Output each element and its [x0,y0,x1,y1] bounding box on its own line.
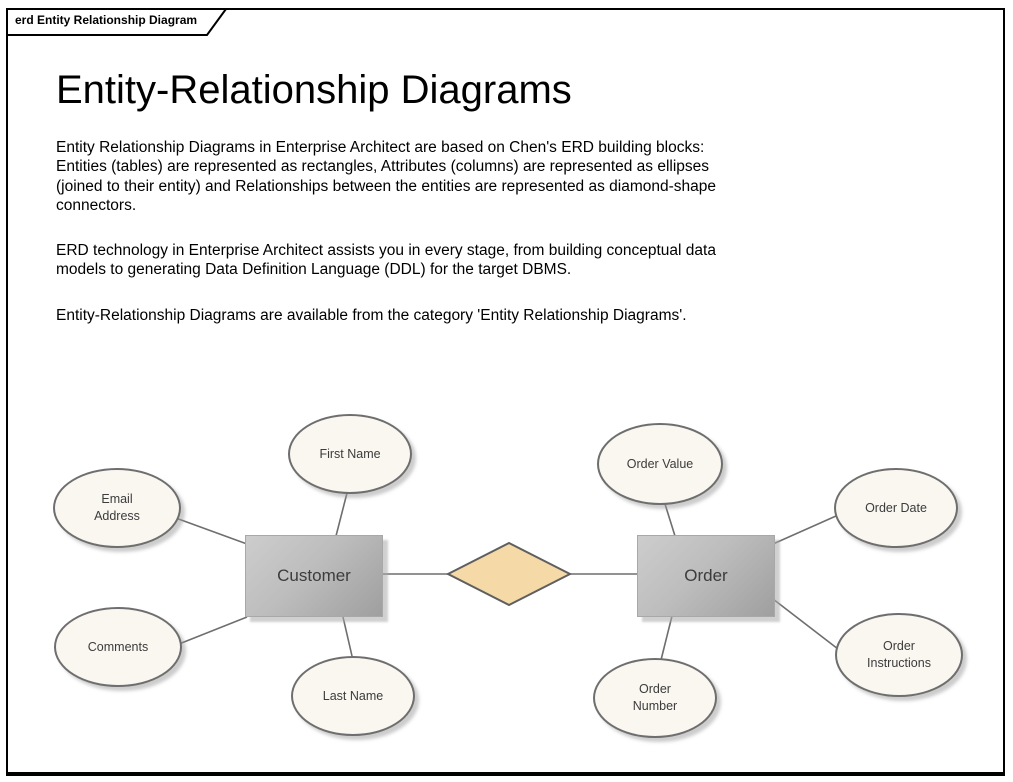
attribute-order-value[interactable] [597,423,723,505]
attribute-comments[interactable] [54,607,182,687]
paragraph-technology: ERD technology in Enterprise Architect assists you in every stage, from building conceptual data models to generating Data Definition Language (DDL) for the target DBMS. [56,242,716,279]
attribute-order-instructions-label: Order Instructions [867,639,931,670]
entity-order[interactable] [637,535,775,617]
paragraph-availability: Entity-Relationship Diagrams are available from the category 'Entity Relationship Diagrams'. [56,306,687,324]
attribute-order-instructions[interactable] [835,613,963,697]
attribute-comments-label: Comments [87,639,149,654]
connector-email-customer[interactable] [173,517,247,544]
attribute-email-address-label: Email Address [94,492,140,523]
connector-comments-customer[interactable] [179,617,247,644]
attribute-order-value-label: Order Value [626,456,694,471]
connector-firstname-customer[interactable] [336,493,347,536]
connector-lastname-customer[interactable] [343,617,352,656]
attribute-first-name[interactable] [288,414,412,494]
connector-ordervalue-order[interactable] [665,504,675,536]
relationship-diamond[interactable] [448,543,570,605]
frame-tab-label: erd Entity Relationship Diagram [15,13,198,27]
attribute-order-number[interactable] [593,658,717,738]
diagram-frame-tab[interactable] [6,8,230,37]
entity-order-label: Order [684,566,728,585]
connector-orderinstructions-order[interactable] [773,599,838,649]
connector-ordernumber-order[interactable] [661,616,672,660]
attribute-order-date-label: Order Date [865,500,927,515]
attribute-last-name-label: Last Name [322,688,384,703]
article-body [56,138,751,351]
attribute-order-date[interactable] [834,468,958,548]
entity-customer-label: Customer [277,566,351,585]
page-title: Entity-Relationship Diagrams [56,68,572,112]
entity-customer[interactable] [245,535,383,617]
connector-orderdate-order[interactable] [773,516,836,544]
attribute-last-name[interactable] [291,656,415,736]
attribute-order-number-label: Order Number [632,682,678,713]
attribute-first-name-label: First Name [319,446,381,461]
paragraph-intro: Entity Relationship Diagrams in Enterprise Architect are based on Chen's ERD building blocks: Entities (tables) are represented as rectangles, Attributes (columns) are represented as ellipses (joined to their entity) and Relationships between the entities are represented as diamond-shape connectors. [56,139,717,214]
attribute-email-address[interactable] [53,468,181,548]
